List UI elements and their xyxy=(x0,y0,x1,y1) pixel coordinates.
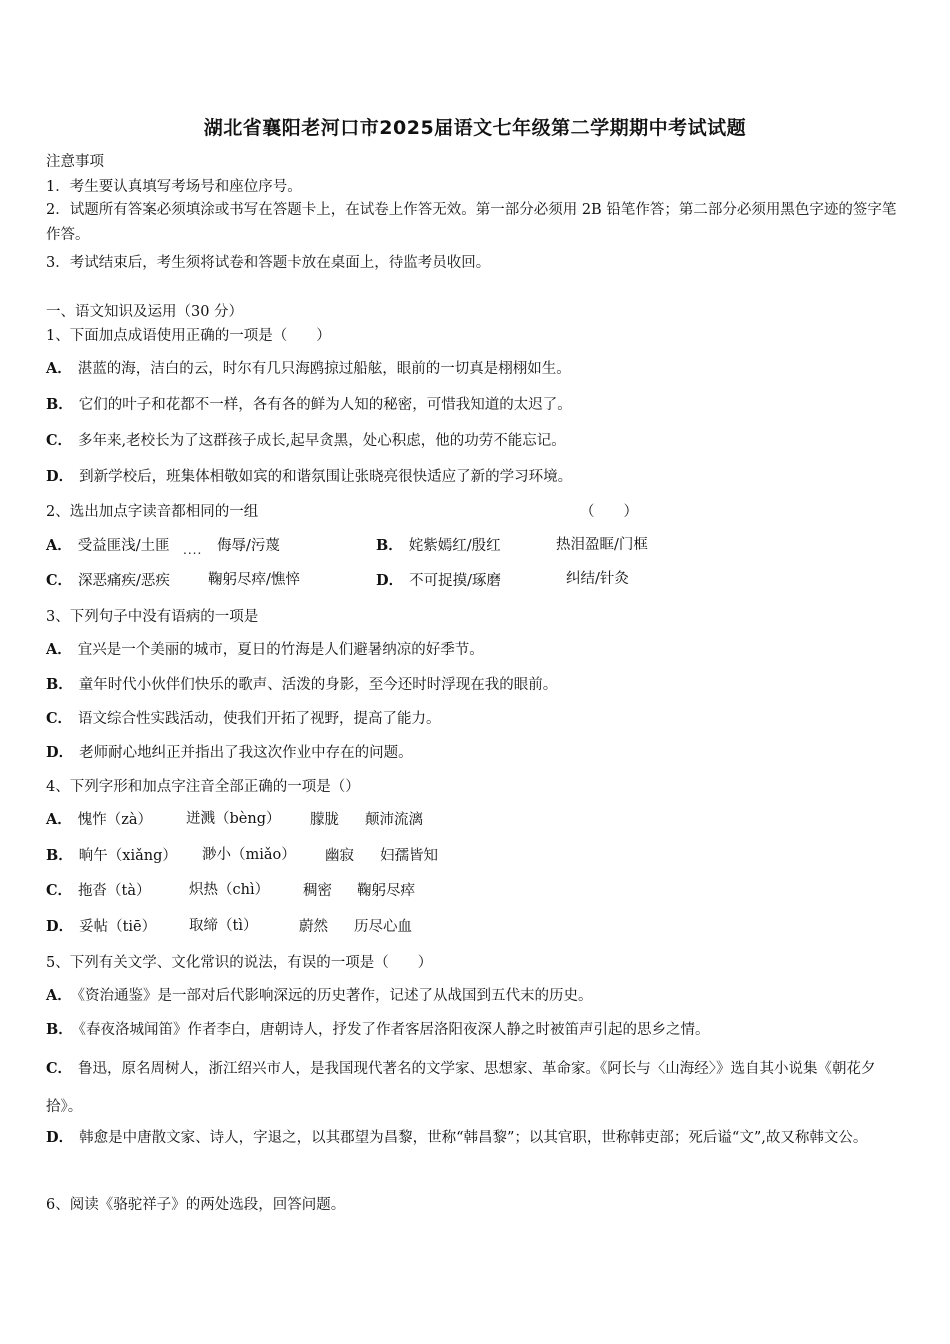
q4-c-word-3: 稠密 xyxy=(303,883,332,899)
option-text: 姹紫嫣红/殷红 xyxy=(408,538,501,554)
option-letter: A． xyxy=(46,987,72,1004)
option-text: 韩愈是中唐散文家、诗人，字退之，以其郡望为昌黎，世称“韩昌黎”；以其官职，世称韩吏部；死后谥“文”,故又称韩文公。 xyxy=(79,1130,868,1146)
q5-option-b xyxy=(46,1020,710,1040)
option-text: 不可捉摸/琢磨 xyxy=(409,573,501,589)
q3-stem: 3、下列句子中没有语病的一项是 xyxy=(46,609,259,625)
option-letter: B． xyxy=(46,1021,73,1038)
q4-stem: 4、下列字形和加点字注音全部正确的一项是（） xyxy=(46,779,360,795)
q6-stem: 6、阅读《骆驼祥子》的两处选段，回答问题。 xyxy=(46,1197,346,1213)
option-text: 多年来,老校长为了这群孩子成长,起早贪黑，处心积虑，他的功劳不能忘记。 xyxy=(78,433,566,449)
option-letter: D． xyxy=(46,468,74,485)
option-text: 《资治通鉴》是一部对后代影响深远的历史著作，记述了从战国到五代末的历史。 xyxy=(77,988,593,1004)
q4-b-word-3: 幽寂 xyxy=(325,848,354,864)
q4-b-word-4: 妇孺皆知 xyxy=(380,848,438,864)
option-letter: A． xyxy=(46,360,72,377)
option-text: 老师耐心地纠正并指出了我这次作业中存在的问题。 xyxy=(79,745,413,761)
option-letter: A． xyxy=(46,641,72,658)
option-text: 语文综合性实践活动，使我们开拓了视野，提高了能力。 xyxy=(78,711,441,727)
q2-option-b xyxy=(376,536,501,556)
q2-stem: 2、选出加点字读音都相同的一组 xyxy=(46,504,259,520)
option-letter: A． xyxy=(46,537,72,554)
q2-option-d xyxy=(376,571,501,591)
q4-d-word-3: 蔚然 xyxy=(299,919,328,935)
option-text: 宜兴是一个美丽的城市，夏日的竹海是人们避暑纳凉的好季节。 xyxy=(77,642,484,658)
option-letter: D． xyxy=(376,572,404,589)
q1-option-a xyxy=(46,359,571,379)
q4-a-word-4: 颠沛流漓 xyxy=(365,812,423,828)
option-letter: B． xyxy=(376,537,403,554)
emphasis-dots: .... xyxy=(183,543,203,557)
option-text: 鲁迅，原名周树人，浙江绍兴市人，是我国现代著名的文学家、思想家、革命家。《阿长与〈山海经〉》选自其小说集《朝花夕拾》。 xyxy=(46,1061,876,1115)
option-letter: D． xyxy=(46,918,74,935)
q4-b-word-2: 渺小（miǎo） xyxy=(202,847,296,863)
q2-option-c xyxy=(46,571,170,591)
q1-option-c xyxy=(46,431,566,451)
q4-option-c xyxy=(46,881,151,901)
q5-option-c xyxy=(46,1050,906,1126)
option-letter: C． xyxy=(46,882,73,899)
option-text: 童年时代小伙伴们快乐的歌声、活泼的身影，至今还时时浮现在我的眼前。 xyxy=(78,677,558,693)
q4-c-word-2: 炽热（chì） xyxy=(189,882,270,898)
q2-option-b-part2: 热泪盈眶/门框 xyxy=(556,537,648,553)
q4-d-word-2: 取缔（tì） xyxy=(189,918,258,934)
q5-stem: 5、下列有关文学、文化常识的说法，有误的一项是（ ） xyxy=(46,955,433,971)
q5-option-d xyxy=(46,1119,906,1157)
notice-item-2: 2．试题所有答案必须填涂或书写在答题卡上，在试卷上作答无效。第一部分必须用 2B 铅笔作答；第二部分必须用黑色字迹的签字笔作答。 xyxy=(46,202,897,243)
q4-option-b xyxy=(46,846,177,866)
option-letter: B． xyxy=(46,847,73,864)
notice-item-1: 1．考生要认真填写考场号和座位序号。 xyxy=(46,179,302,195)
q4-option-a xyxy=(46,810,152,830)
option-letter: C． xyxy=(46,432,73,449)
option-text: 到新学校后，班集体相敬如宾的和谐氛围让张晓亮很快适应了新的学习环境。 xyxy=(79,469,573,485)
option-letter: C． xyxy=(46,1060,73,1077)
option-letter: B． xyxy=(46,396,73,413)
q3-option-b xyxy=(46,675,557,695)
q2-answer-paren: （ ） xyxy=(580,504,638,520)
q4-c-word-4: 鞠躬尽瘁 xyxy=(357,883,415,899)
q2-option-a-part2: 侮辱/污蔑 xyxy=(217,538,280,554)
option-text: 晌午（xiǎng） xyxy=(78,848,177,864)
q2-option-a xyxy=(46,536,170,556)
option-text: 拖沓（tà） xyxy=(78,883,151,899)
option-text: 湛蓝的海，洁白的云，时尔有几只海鸥掠过船舷，眼前的一切真是栩栩如生。 xyxy=(77,361,571,377)
section-heading: 一、语文知识及运用（30 分） xyxy=(46,304,244,320)
option-letter: C． xyxy=(46,572,73,589)
option-text: 深恶痛疾/恶疾 xyxy=(78,573,170,589)
notice-item-3: 3．考试结束后，考生须将试卷和答题卡放在桌面上，待监考员收回。 xyxy=(46,255,491,271)
q4-d-word-4: 历尽心血 xyxy=(354,919,412,935)
q2-option-d-part2: 纠结/针灸 xyxy=(566,571,629,587)
q4-a-word-2: 迸溅（bèng） xyxy=(186,811,281,827)
page-title: 湖北省襄阳老河口市2025届语文七年级第二学期期中考试试题 xyxy=(203,117,747,139)
q4-option-d xyxy=(46,917,156,937)
option-text: 受益匪浅/土匪 xyxy=(77,538,170,554)
q3-option-d xyxy=(46,743,413,763)
option-letter: C． xyxy=(46,710,73,727)
notice-heading: 注意事项 xyxy=(46,154,104,170)
q3-option-a xyxy=(46,640,484,660)
q3-option-c xyxy=(46,709,441,729)
option-letter: A． xyxy=(46,811,72,828)
option-text: 妥帖（tiē） xyxy=(79,919,157,935)
q5-option-a xyxy=(46,986,593,1006)
q1-option-b xyxy=(46,395,572,415)
q4-a-word-3: 朦胧 xyxy=(310,812,339,828)
q1-option-d xyxy=(46,467,572,487)
q2-option-c-part2: 鞠躬尽瘁/憔悴 xyxy=(208,572,300,588)
option-letter: D． xyxy=(46,744,74,761)
option-letter: D． xyxy=(46,1129,74,1146)
q1-stem: 1、下面加点成语使用正确的一项是（ ） xyxy=(46,328,331,344)
option-letter: B． xyxy=(46,676,73,693)
option-text: 《春夜洛城闻笛》作者李白，唐朝诗人，抒发了作者客居洛阳夜深人静之时被笛声引起的思乡之情。 xyxy=(78,1022,710,1038)
option-text: 愧怍（zà） xyxy=(77,812,153,828)
option-text: 它们的叶子和花都不一样，各有各的鲜为人知的秘密，可惜我知道的太迟了。 xyxy=(78,397,572,413)
